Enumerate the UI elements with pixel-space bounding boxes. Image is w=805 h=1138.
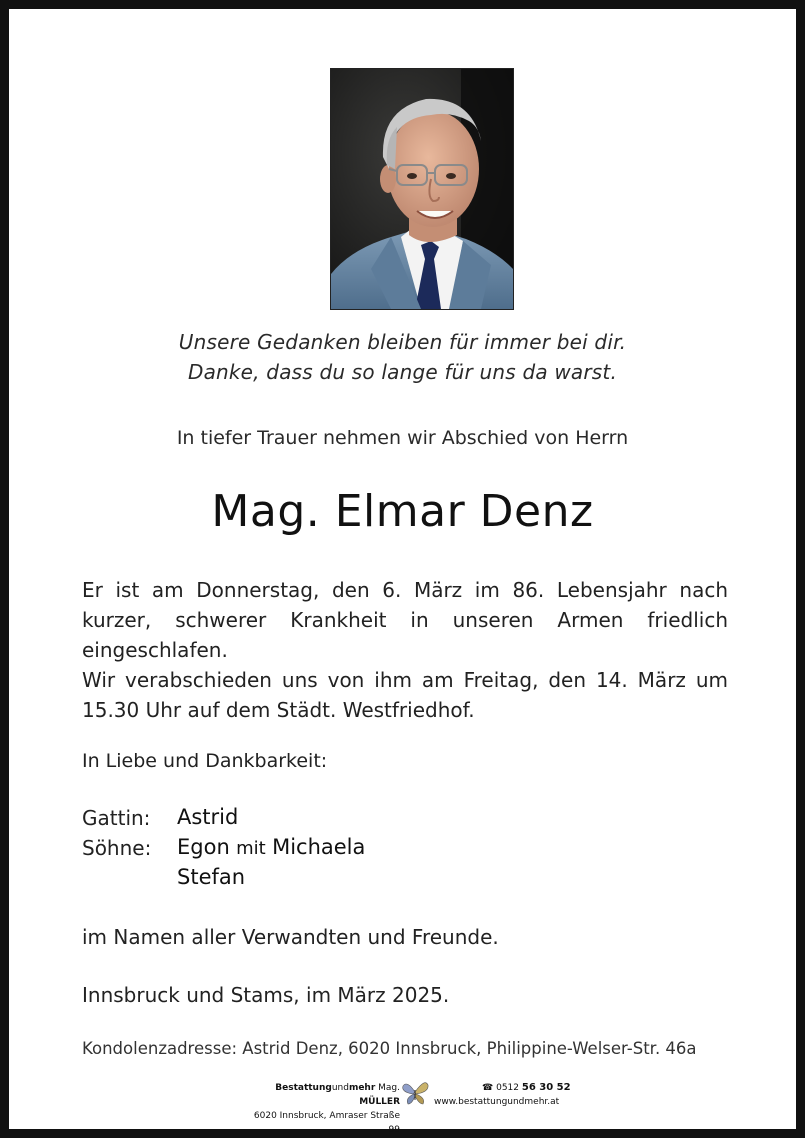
place-date-text: Innsbruck und Stams, im März 2025. bbox=[82, 983, 450, 1007]
son1-with: mit bbox=[236, 838, 266, 859]
footer-address: 6020 Innsbruck, Amraser Straße 99 bbox=[253, 1111, 400, 1135]
phone-number: 56 30 52 bbox=[521, 1082, 571, 1093]
son2-name: Stefan bbox=[177, 865, 246, 889]
son2-line bbox=[177, 865, 245, 889]
brand-owner: MÜLLER bbox=[359, 1097, 400, 1107]
son1-name: Egon bbox=[177, 835, 230, 859]
son1-partner: Michaela bbox=[272, 835, 366, 859]
quote-line-2: Danke, dass du so lange für uns da warst. bbox=[187, 360, 618, 384]
portrait-illustration bbox=[331, 69, 513, 309]
intro-text: In tiefer Trauer nehmen wir Abschied von Herrn bbox=[176, 427, 629, 449]
wife-role: Gattin: bbox=[82, 806, 151, 830]
relatives-text: im Namen aller Verwandten und Freunde. bbox=[82, 925, 499, 949]
brand-part-1: Bestattung bbox=[275, 1083, 332, 1093]
brand-part-2: und bbox=[331, 1083, 349, 1093]
footer-phone bbox=[434, 1081, 574, 1095]
wife-name: Astrid bbox=[177, 805, 239, 829]
brand-owner-prefix: Mag. bbox=[378, 1083, 400, 1093]
portrait-photo bbox=[330, 68, 514, 310]
footer-company bbox=[240, 1081, 400, 1137]
footer-website: www.bestattungundmehr.at bbox=[434, 1097, 560, 1107]
butterfly-icon bbox=[401, 1078, 429, 1106]
quote-line-1: Unsere Gedanken bleiben für immer bei dir. bbox=[178, 330, 627, 354]
thanks-heading: In Liebe und Dankbarkeit: bbox=[82, 750, 328, 772]
condolence-address: Kondolenzadresse: Astrid Denz, 6020 Innsbruck, Philippine-Welser-Str. 46a bbox=[82, 1039, 697, 1058]
phone-prefix: 0512 bbox=[496, 1083, 519, 1093]
footer-contact bbox=[434, 1081, 574, 1109]
phone-icon: ☎ bbox=[482, 1083, 494, 1093]
deceased-name: Mag. Elmar Denz bbox=[211, 486, 594, 537]
son1-line bbox=[177, 835, 365, 859]
wife-name-line bbox=[177, 805, 238, 829]
announcement-paragraph-1: Er ist am Donnerstag, den 6. März im 86. Lebensjahr nach kurzer, schwerer Krankheit in unseren Armen friedlich eingeschlafen. bbox=[82, 578, 728, 662]
announcement-paragraph-2: Wir verabschieden uns von ihm am Freitag, den 14. März um 15.30 Uhr auf dem Städt. Westfriedhof. bbox=[82, 668, 728, 722]
announcement-body bbox=[82, 575, 728, 725]
brand-part-3: mehr bbox=[348, 1083, 376, 1093]
footer-brand bbox=[240, 1081, 400, 1109]
sons-role: Söhne: bbox=[82, 836, 152, 860]
